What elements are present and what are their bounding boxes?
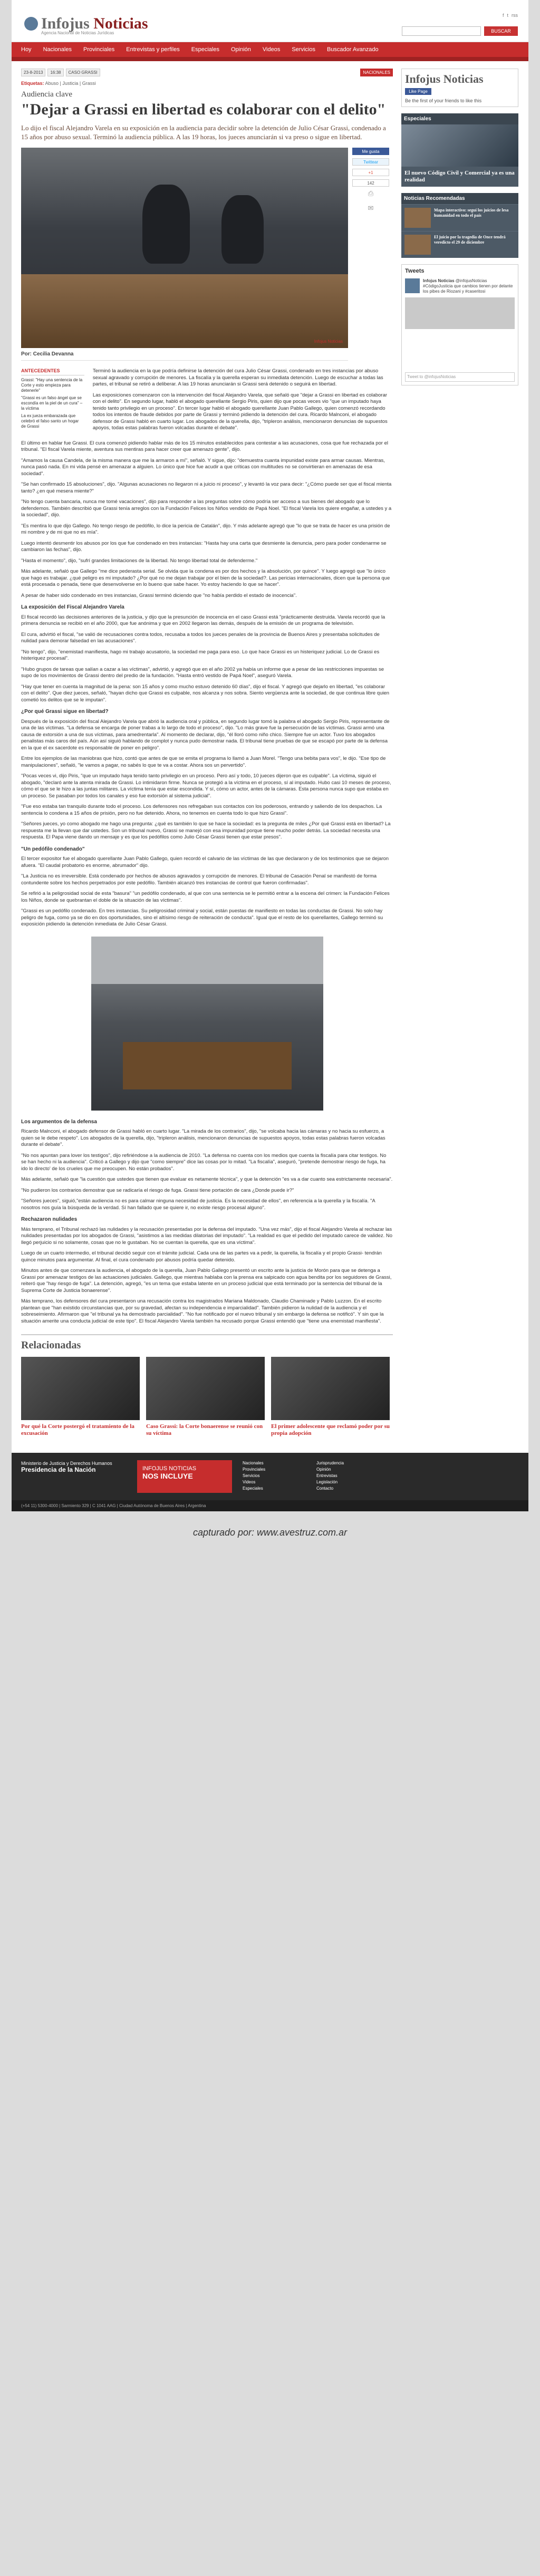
person-shape (142, 185, 190, 264)
share-count: 142 (352, 179, 389, 187)
nav-item-videos[interactable]: Videos (262, 46, 281, 53)
social-links (503, 13, 518, 18)
twitter-icon[interactable]: t (507, 13, 508, 18)
subheading: Los argumentos de la defensa (21, 1118, 97, 1125)
nav-item-servicios[interactable]: Servicios (292, 46, 315, 53)
tags-line: Etiquetas: Abuso | Justicia | Grassi (21, 81, 96, 86)
related-card[interactable]: Por qué la Corte postergó el tratamiento de la excusación (21, 1357, 140, 1437)
sub-nav (12, 57, 528, 61)
gov-block: Ministerio de Justicia y Derechos Humanos Presidencia de la Nación (21, 1461, 112, 1473)
header (12, 0, 528, 42)
subheading: Rechazaron nulidades (21, 1217, 78, 1222)
desk-shape (21, 274, 348, 348)
tweet-image (405, 297, 515, 329)
article-meta (21, 69, 393, 76)
subheading: "Un pedófilo condenado" (21, 846, 85, 852)
site-logo[interactable]: Infojus Noticias (24, 15, 148, 33)
tweet: Infojus Noticias @infojusNoticias #CódigoJusticia que cambios tienen por delante los pibes de Riozani y #caseritosi (405, 278, 515, 294)
search-input[interactable] (402, 26, 481, 36)
subheading: ¿Por qué Grassi sigue en libertad? (21, 709, 109, 715)
nav-item-nacionales[interactable]: Nacionales (43, 46, 72, 53)
facebook-widget: Infojus Noticias Like Page Be the first of your friends to like this (401, 69, 518, 107)
main-photo (21, 148, 348, 348)
especiales-image (401, 124, 518, 167)
person-shape (221, 195, 264, 264)
main-content (12, 61, 528, 1437)
footer (12, 1453, 528, 1500)
photo-caption: Por: Cecilia Devanna (21, 348, 348, 361)
article-section[interactable]: CASO GRASSI (66, 69, 100, 76)
article-body-top (21, 368, 393, 436)
share-bar (352, 148, 389, 348)
main-nav (12, 42, 528, 57)
article-column (21, 69, 393, 1437)
widget-logo: Infojus Noticias (405, 72, 484, 85)
nav-item-provinciales[interactable]: Provinciales (83, 46, 115, 53)
article-text: El último en hablar fue Grassi. El cura comenzó pidiendo hablar más de los 15 minutos establecidos para contestar a las acusaciones, cosa que fue rechazada por el tribunal. "El fiscal Varela miente, aventura sus mentiras para hacer creer que amenazo gente", dijo. "Amamos la causa Candela, de la misma manera que me la armaron a mí", señaló. Y sigue, dijo: "demuestra cuanta impunidad existe para armar causas. Mientras, nunca pasó nada. En mi vida pensé en amenazar a alguien. Lo único que hice fue acudir a que críticas con multitudes no se convirtieran en amenazas de esa sociedad". "Se han confirmado 15 absoluciones", dijo. "Algunas acusaciones no llegaron ni a juicio ni proceso", y levantó la voz para decir: "¿Cómo puede ser que el fiscal mienta tanto? ¿en qué mesera miente?" "No tengo cuenta bancaria, nunca me tomé vacaciones", dijo para responder a las preguntas sobre cómo podría ser acceso a sus bienes del abogado que lo defendemos. También describió que Grassi tenía arreglos con la Fundación Felices los Niños vendido de Papá Noel. "El fiscal Varela los quiere engañar, a ustedes y a la sociedad", dijo. "Es mentira lo que dijo Gallego. No tengo riesgo de pedófilo, lo dice la pericia de Catalán", dijo. Y más adelante agregó que "lo que se trata de hacer es una prisión de mi nombre y de mi que no es mía". Luego intentó desmentir los abusos por los que fue condenado en tres instancias: "Hasta hay una carta que desmiente la denuncia, pero para poder condenarme se cambiaron las fechas", dijo. "Hasta el momento", dijo, "sufrí grandes limitaciones de la libertad. No tengo libertad total de defenderme." Más adelante, señaló que Gallego "me dice pederasta serial. Se olvida que la condena es por dos hechos y la absolución, por quince". Y luego agregó que "lo único que hago es trabajar. ¿qué peligro es mi imputado? ¿Por qué no me dejan trabajar por el bien de la sociedad?. Las pericias internacionales, dicen que la persona que está procesada o penada, tiene que desenvolverse en lo bueno que sabe hacer. Yo estoy haciendo lo que se hacer". A pesar de haber sido condenado en tres instancias, Grassi terminó diciendo que "no había perdido el estado de inocencia". La exposición del Fiscal Alejandro Varela El fiscal recordó las decisiones anteriores de la justicia, y dijo que la presunción de inocencia en el caso Grassi está "prácticamente destruida. Varela recordó que la primera denuncia se recibió en el año 2000, que fue anónima y que en 2002 llegaron las demás, después de la emisión de un programa de televisión. El cura, advirtió el fiscal, "se valió de recusaciones contra todos, recusaba a todos los jueces penales de la provincia de Buenos Aires y presentaba solicitudes de nulidad para demorar falsedad en las acusaciones". "No tengo", dijo, "enemistad manifiesta, hago mi trabajo acusatorio, la sociedad me paga para eso. Lo que hace Grassi es un histeriquez judicial. Lo de Grassi es histeriquez procesal". "Hubo grupos de tareas que salían a cazar a las víctimas", advirtió, y agregó que en el año 2002 ya había un informe que a pesar de las restricciones impuestas se supo de los movimientos de Grassi dentro del predio de la fundación. "Hasta entró vestido de Papá Noel", aseguró Varela. "Hay que tener en cuenta la magnitud de la pena: son 15 años y como mucho estuvo detenido 60 días", dijo el fiscal. Y agregó que dejarlo en libertad, "es colaborar con el delito". Que diez jueces, señaló, "hayan dicho que Grassi es culpable, nos alcanza y nos sobra. Siento vergüenza ante la sociedad, de que continua libre quien cometió los delitos que se le imputan". ¿Por qué Grassi sigue en libertad? Después de la exposición del fiscal Alejandro Varela que abrió la audiencia oral y pública, en segundo lugar tomó la palabra el abogado Sergio Piris, representante de una de las víctimas. "La defensa se encarga de poner trabas a lo largo de todo el proceso", dijo. "Lo más grave fue la persecución de las víctimas. Grassi armó una causa de extorsión a una de sus víctimas, para amedrentarla". Al momento de declarar, dijo, "él lloró como niño chico. Siempre fue un actor. Tuvo los abogados penalistas más caros del país. Aún así siguió hablando de complot y nunca pudo demostrar nada. El tribunal tiene pruebas de que se escapó por parte de la defensa en la que el ex sacerdote es responsable de poner en peligro". Entre los ejemplos de las maniobras que hizo, contó que antes de que se emita el programa lo llamó a Juan Morel. "Tengo una bebita para vos", le dijo. "Ese tipo de manipulaciones", señaló, "le vamos a pagar, no sabés lo que te va a costar. Ahora sos un pervertido". "Pocas veces vi, dijo Piris, "que un imputado haya tenido tanto privilegio en un proceso. Pero así y todo, 10 jueces dijeron que es culpable". La víctima, siguió el abogado, "declaró ante la atenta mirada de Grassi. Lo intimidaron firme. Nunca se protegió a la víctima en el proceso, sí al imputado. Hubo casi 10 meses de proceso, cómo el que se le hizo a las juntas militares. La víctima tenía que estar escondida. Y sí, cómo un actor, antes de la cámaras. Esta persona nunca supo que estaba en un proceso. Se pasaban por todos los canales y eso fue extorsión al sistema judicial". "Fue eso estaba tan tranquilo durante todo el proceso. Los defensores nos refregaban sus contactos con los poderosos, entrando y saliendo de los despachos. La sentencia lo condena a 15 años de prisión, pero no fue detenido. Ahora, no tenemos en cuenta todo lo que hizo Grassi". "Señores jueces, yo como abogado me hago una pregunta: ¿qué es también lo que se hace la sociedad: es la pregunta de miles ¿Por qué Grassi está en libertad? La respuesta me la llevan que dar ustedes. Son un tribunal nuevo, Grassi se manejó con esa impunidad porque tiene mucho poder detrás. La sociedad necesita una respuesta. El Papa viene dando un mensaje y es que los pedófilos como Julio César Grassi tienen que estar presos". "Un pedófilo condenado" El tercer expositor fue el abogado querellante Juan Pablo Gallego, quien recordó el calvario de las víctimas de las que declararon y de los testimonios que se dejaron afuera. "El caudal probatorio es enorme, abrumador" dijo. "La Justicia no es irreversible. Está condenado por hechos de abusos agravados y corrupción de menores. El tribunal de Casación Penal se manifestó de forma contundente sobre los hechos perpetrados por este pedófilo. También alcanzó tres instancias de control que fueron confirmadas". Se refirió a la peligrosidad social de esta "basura" "un pedófilo condenado, al que con una sentencia se le permitió entrar a la escena del crimen: la Fundación Felices los Niños, donde se quebrantan el doble de la situación de las víctimas". "Grassi es un pedófilo condenado. En tres instancias. Su peligrosidad criminal y social, están puestas de manifiesto en todas las conductas de Grassi. No solo hay peligro de fuga, como ya se dio en dos oportunidades, sino el altísimo riesgo de reiteración de conducta". Igual que el resto de los querellantes, Gallego terminó su exposición pidiendo la detención inmediata de Julio César Grassi. Los argumentos de la defensa Ricardo Malnconi, el abogado defensor de Grassi habló en cuarto lugar. "La mirada de los contrarios", dijo, "se volcaba hacia las cámaras y no hacia su esfuerzo, a quien se le debe respeto". Los abogados de la querella, dijo, "tripleron análisis, mencionaron denuncias de supuestos apoyos, todas estas palabras fueron volcadas durante el debate". "No nos apuntan para lover los testigos", dijo refiriéndose a la audiencia de 2010. "La defensa no cuenta con los medios que cuenta la fiscalía para citar testigos. No se han hecho ni la audiencia". Criticó a Gallego y dijo que "como siempre" dice las cosas por lo mitad. "La fiscalía", aseguró, "pretende demostrar riesgo de fuga, ha ido lo directo' de los crueles que me preocupen. No están probados". Más adelante, señaló que "la cuestión que ustedes que tienen que evaluar es netamente técnica", y que la detención "es va a dar cuanto sea estrictamente necesaria". "No pudieron los contrarios demostrar que se radicaría el riesgo de fuga. Grassi tiene portación de cara ¿Donde puede ir?" "Señores jueces", siguió,"están audiencia no es para calmar ninguna necesidad de justicia. Es la necesidad de ellos", en referencia a la querella y la fiscalía. "A nosotros nos guía la búsqueda de la verdad. Sí han fallado que se quiere ir, no existe riesgo procesal alguno". Rechazaron nulidades Más temprano, el Tribunal rechazó las nulidades y la recusación presentadas por la defensa del imputado. "Una vez más", dijo el fiscal Alejandro Varela al rechazar las nulidades presentadas por los abogados de Grassi, "asistimos a las medidas dilatorias del imputado". "La realidad es que el pedido del imputado carece de validez. No llegó perjuicio si no solamente, cosas que no le gustaban. No se cuentan la querella, que es una víctima". Luego de un cuarto intermedio, el tribunal decidió seguir con el trámite judicial. Cada una de las partes va a pedir, la querella, la fiscalía y el propio Grassi- tendrán quince minutos para argumentar. Al final, el cura condenado por abusos podría quedar detenido. Minutos antes de que comenzara la audiencia, el abogado de la querella, Juan Pablo Gallego presentó un escrito ante la justicia de Morón para que se detenga a Grassi por amenazar testigos de las actuaciones judiciales. Gallego, que mientras hablaba con la prensa era salpicado con agua bendita por los seguidores de Grassi, reiteró que "hay riesgo de fuga". La detención, agregó, "es un tema que estaba latente en un proceso judicial que está terminado por la sentencia del tribunal de la Suprema Corte de Justicia bonaerense". Más temprano, los defensores del cura presentaron una recusación contra los magistrados Mariana Maldonado, Claudio Chaminade y Pablo Luzzon. En el escrito plantean que "han existido circunstancias que, por su gravedad, afectan su independencia e imparcialidad". También pidieron la nulidad de la audiencia y el sobreseimiento. Afirmaron que "el tribunal ya ha demostrado parcialidad". "No fue notificado por el nuevo tribunal y sin embargo la defensa se notificó". Y sin que la situación amerite una conducta judicial de este tipo". El fiscal Alejandro Varela también ha recusado porque Grassi entendió que "tiene una enemistad manifiesta". (21, 440, 393, 1324)
section-tag[interactable]: NACIONALES (360, 69, 393, 76)
tweet-input[interactable]: Tweet to @infojusNoticias (405, 372, 515, 382)
related-box (21, 368, 84, 436)
rss-icon[interactable]: rss (512, 13, 518, 18)
related-image (146, 1357, 265, 1420)
capture-credit: capturado por: www.avestruz.com.ar (192, 1527, 348, 1538)
article-lead: Lo dijo el fiscal Alejandro Varela en su exposición en la audiencia para decidir sobre la detención de Julio César Grassi, condenado a 15 años por abuso sexual. Terminó la audiencia pública. A las 19 horas, los jueces anunciarán si va preso o sigue en libertad. (21, 124, 386, 141)
article-text-side: Terminó la audiencia en la que podría definirse la detención del cura Julio César Grassi, condenado en tres instancias por abuso sexual agravado y corrupción de menores. La fiscalía y la querella esperan su inmediata detención. Luego de escuchar a todas las partes, el tribunal se retiró a deliberar. A las 19 horas anunciarán si Grassi será detenido o seguirá en libertad. Las exposiciones comenzaron con la intervención del fiscal Alejandro Varela, que señaló que "dejar a Grassi en libertad es colaborar con el delito". En segundo lugar, habló el abogado querellante Sergio Piris, quien dijo que pocas veces vio "que un imputado haya tenido tanto privilegio en un proceso". En tercer lugar habló el abogado querellante Juan Pablo Gallego, quien comenzó recordando todos los intentos de fraude debidos por parte de Grassi y terminó pidiendo la detención del cura. Ricardo Malnconi, el abogado defensor de Grassi habló en cuarto lugar. Los abogados de la querella, dijo, "tripleron análisis, mencionaron denuncias de supuestos apoyos, todas estas palabras fueron volcadas durante el debate". (92, 368, 388, 431)
recomendada-thumb (404, 235, 431, 255)
related-link[interactable]: Grassi: "Hay una sentencia de la Corte y esto empieza para detenerle" (21, 378, 83, 393)
subheading: La exposición del Fiscal Alejandro Varela (21, 604, 124, 610)
tweet-button[interactable]: Twittear (352, 158, 389, 166)
recomendadas-block: Noticias Recomendadas Mapa interactivo: seguí los juicios de lesa humanidad en todo el país El juicio por la tragedia de Once tendrá veredicto el 29 de diciembre (401, 193, 518, 258)
nos-incluye-block: INFOJUS NOTICIAS NOS INCLUYE (137, 1460, 232, 1493)
related-news-title: Relacionadas (21, 1339, 81, 1351)
courtroom-photo (91, 937, 323, 1111)
search-button[interactable]: BUSCAR (484, 26, 518, 36)
site-container (12, 0, 528, 1511)
logo-mark-icon (24, 17, 38, 31)
article-kicker: Audiencia clave (21, 90, 73, 99)
especiales-block: Especiales El nuevo Código Civil y Comercial ya es una realidad (401, 113, 518, 187)
article-time: 16:38 (47, 69, 63, 76)
nav-item-hoy[interactable]: Hoy (21, 46, 32, 53)
article-date: 23-8-2013 (21, 69, 45, 76)
footer-links-1: Nacionales Provinciales Servicios Videos Especiales (243, 1461, 266, 1491)
google-plus-button[interactable]: +1 (352, 169, 389, 176)
recomendada-item[interactable]: Mapa interactivo: seguí los juicios de lesa humanidad en todo el país (401, 204, 518, 231)
logo-subtitle: Agencia Nacional de Noticias Jurídicas (41, 31, 114, 35)
tag-links[interactable]: Abuso | Justicia | Grassi (45, 81, 96, 86)
recomendada-item[interactable]: El juicio por la tragedia de Once tendrá veredicto el 29 de diciembre (401, 231, 518, 258)
facebook-icon[interactable]: f (502, 13, 504, 18)
photo-credit: Infojus Noticias (314, 339, 343, 344)
related-image (21, 1357, 140, 1420)
related-link[interactable]: "Grassi es un falso ángel que se escondía en la piel de un cura" – la víctima (21, 395, 83, 411)
recomendada-thumb (404, 208, 431, 228)
related-card[interactable]: Caso Grassi: la Corte bonaerense se reunió con su víctima (146, 1357, 265, 1437)
wall-shape (91, 937, 323, 984)
like-page-button[interactable]: Like Page (405, 88, 431, 95)
nav-item-entrevistas[interactable]: Entrevistas y perfiles (126, 46, 180, 53)
facebook-like-button[interactable]: Me gusta (352, 148, 389, 155)
footer-bottom: (+54 11) 5300-4000 | Sarmiento 329 | C 1041 AAG | Ciudad Autónoma de Buenos Aires | Argentina (12, 1500, 528, 1511)
avatar (405, 278, 420, 293)
related-link[interactable]: La ex jueza embarazada que celebró el falso santo un hogar de Grassi (21, 413, 79, 429)
related-title: ANTECEDENTES (21, 368, 84, 375)
related-news (21, 1334, 393, 1437)
nav-item-buscador[interactable]: Buscador Avanzado (326, 46, 379, 53)
tweets-widget: Tweets Infojus Noticias @infojusNoticias #CódigoJusticia que cambios tienen por delante los pibes de Riozani y #caseritosi Tweet to @infojusNoticias (401, 264, 518, 385)
nav-item-opinion[interactable]: Opinión (230, 46, 251, 53)
footer-links-2: Jurisprudencia Opinión Entrevistas Legislación Contacto (316, 1461, 344, 1491)
related-image (271, 1357, 390, 1420)
nav-item-especiales[interactable]: Especiales (191, 46, 219, 53)
photo-section (21, 148, 393, 348)
desk-shape (123, 1042, 292, 1089)
related-card[interactable]: El primer adolescente que reclamó poder por su propia adopción (271, 1357, 390, 1437)
sidebar (401, 69, 518, 1437)
print-icon[interactable]: ⎙ (368, 189, 374, 197)
especiales-link[interactable]: El nuevo Código Civil y Comercial ya es una realidad (404, 170, 515, 183)
email-icon[interactable]: ✉ (368, 204, 374, 212)
article-title: "Dejar a Grassi en libertad es colaborar con el delito" (21, 101, 386, 118)
